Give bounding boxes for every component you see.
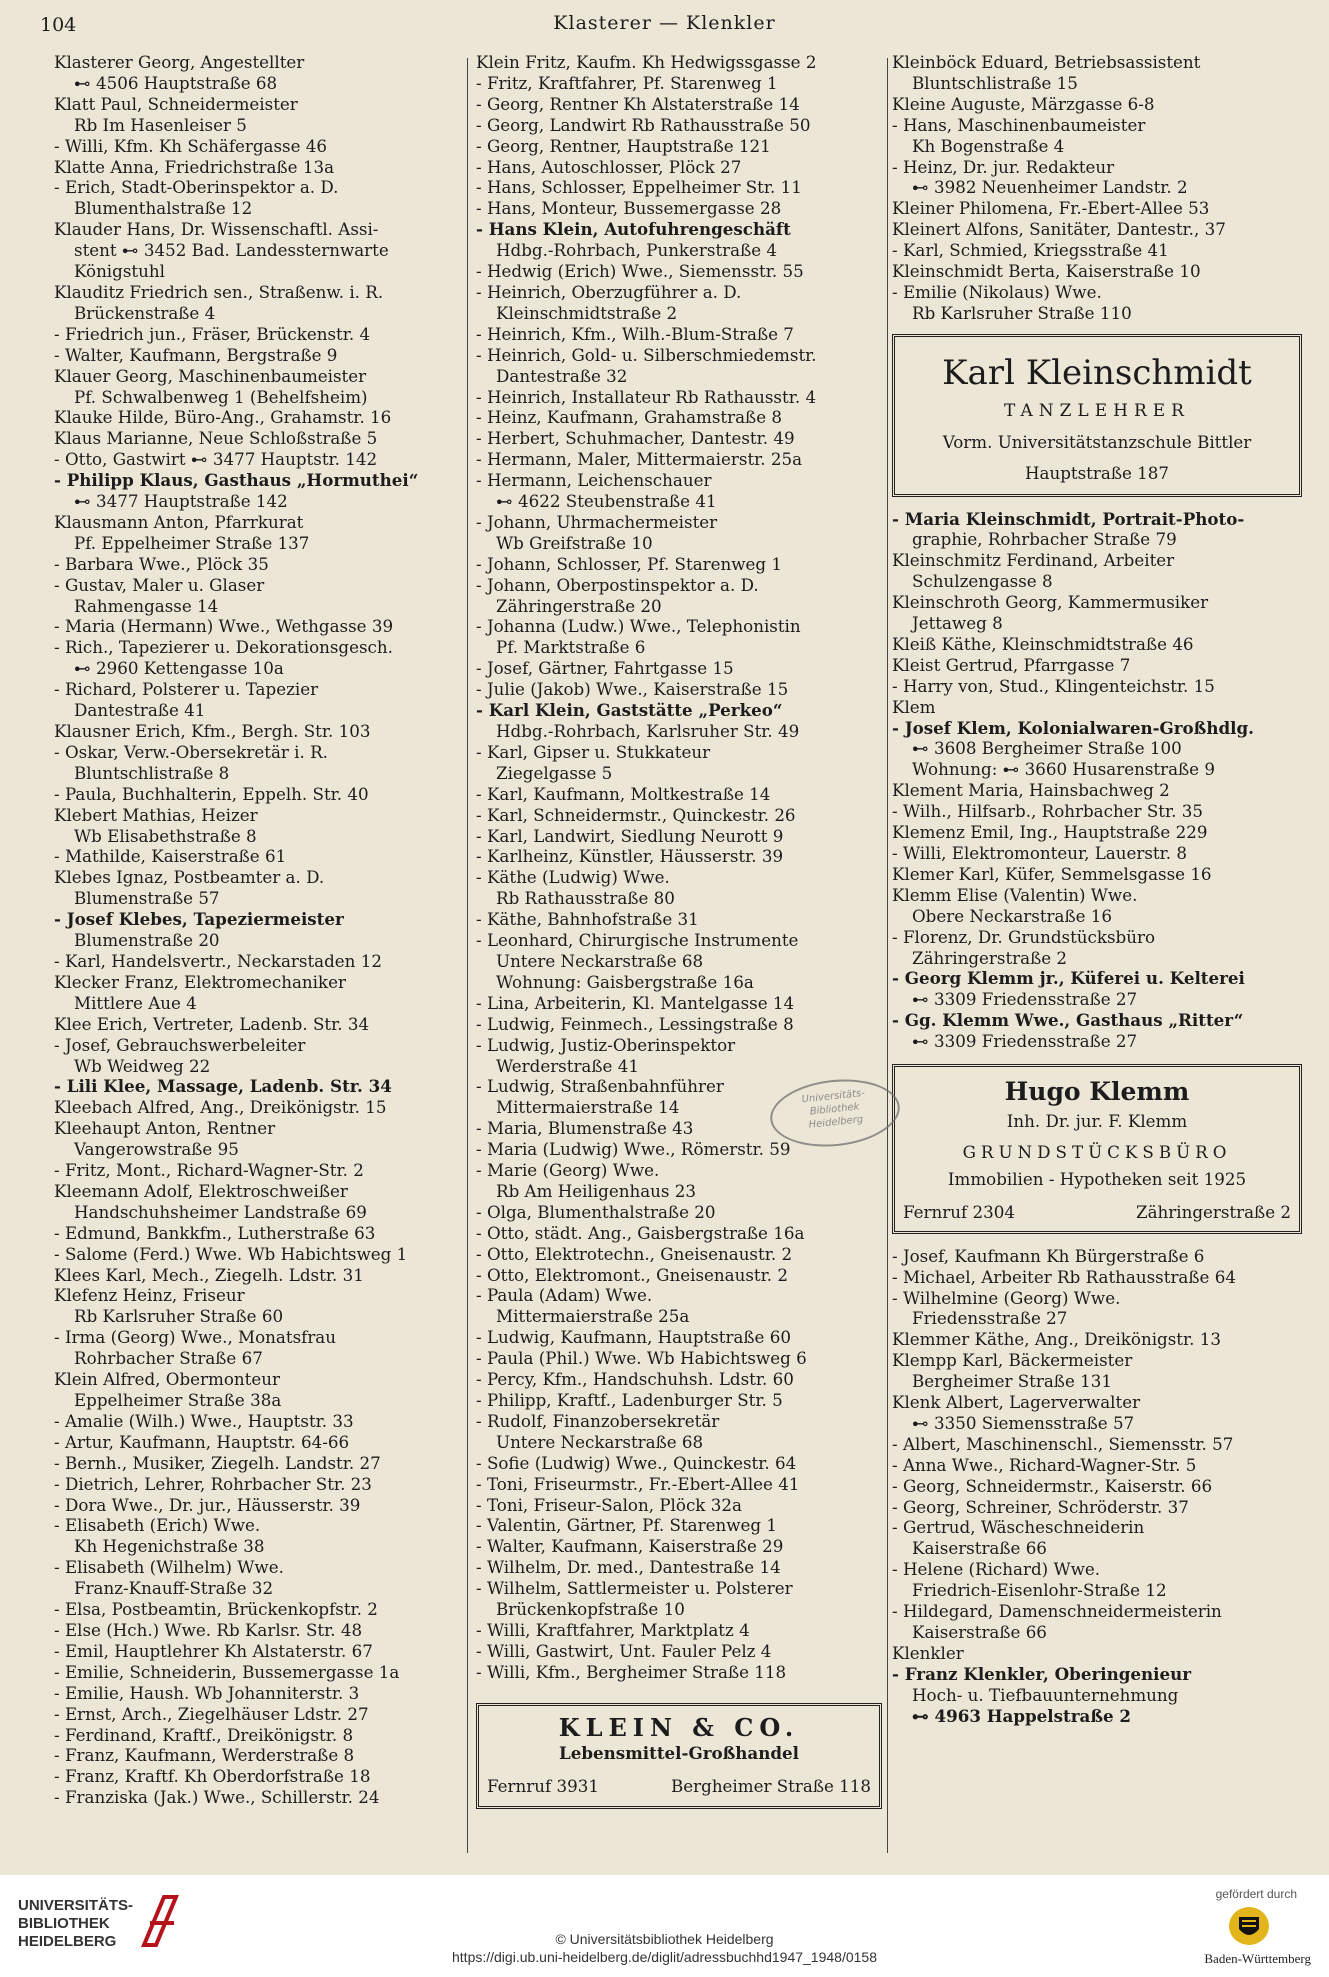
directory-entry: - Karl Klein, Gaststätte „Perkeo“ <box>476 700 783 721</box>
directory-entry: - Karl, Kaufmann, Moltkestraße 14 <box>476 783 771 804</box>
directory-entry: - Josef Klebes, Tapeziermeister <box>54 909 344 930</box>
directory-entry: - Richard, Polsterer u. Tapezier <box>54 679 319 700</box>
directory-entry: - Dora Wwe., Dr. jur., Häusserstr. 39 <box>54 1494 361 1515</box>
page-number: 104 <box>40 14 77 36</box>
directory-entry: - Hildegard, Damenschneidermeisterin <box>892 1601 1222 1622</box>
directory-entry: Mittermaierstraße 25a <box>496 1306 690 1327</box>
directory-entry: - Helene (Richard) Wwe. <box>892 1559 1101 1580</box>
directory-entry: Hoch- u. Tiefbauunternehmung <box>912 1684 1179 1705</box>
directory-entry: - Karlheinz, Künstler, Häusserstr. 39 <box>476 846 784 867</box>
directory-entry: Kleinböck Eduard, Betriebsassistent <box>892 52 1201 72</box>
directory-entry: - Ludwig, Kaufmann, Hauptstraße 60 <box>476 1327 791 1348</box>
directory-entry: Kaiserstraße 66 <box>912 1622 1047 1642</box>
directory-entry: stent ⊷ 3452 Bad. Landessternwarte <box>74 240 389 261</box>
directory-entry: Pf. Marktstraße 6 <box>496 637 646 658</box>
directory-entry: Klenkler <box>892 1642 964 1663</box>
directory-entry: Klempp Karl, Bäckermeister <box>892 1350 1133 1371</box>
library-name-line: HEIDELBERG <box>18 1933 117 1950</box>
directory-entry: Wohnung: ⊷ 3660 Husarenstraße 9 <box>912 759 1215 780</box>
directory-entry: - Herbert, Schuhmacher, Dantestr. 49 <box>476 428 795 449</box>
directory-entry: ⊷ 4963 Happelstraße 2 <box>912 1705 1132 1726</box>
directory-entry: Ziegelgasse 5 <box>496 762 613 783</box>
directory-entry: Zähringerstraße 2 <box>912 947 1068 968</box>
directory-entry: - Gertrud, Wäscheschneiderin <box>892 1517 1145 1538</box>
directory-entry: - Artur, Kaufmann, Hauptstr. 64-66 <box>54 1431 350 1452</box>
running-title: Klasterer — Klenkler <box>553 12 776 34</box>
directory-entry: - Else (Hch.) Wwe. Rb Karlsr. Str. 48 <box>54 1619 363 1640</box>
directory-entry: - Erich, Stadt-Oberinspektor a. D. <box>54 177 339 198</box>
directory-entry: Klemer Karl, Küfer, Semmelsgasse 16 <box>892 863 1212 884</box>
directory-entry: - Josef, Gebrauchswerbeleiter <box>54 1034 306 1055</box>
directory-entry: - Toni, Friseur-Salon, Plöck 32a <box>476 1494 742 1515</box>
directory-entry: - Ernst, Arch., Ziegelhäuser Ldstr. 27 <box>54 1703 369 1724</box>
directory-entry: Klatt Paul, Schneidermeister <box>54 93 298 114</box>
directory-entry: - Hans, Schlosser, Eppelheimer Str. 11 <box>476 177 802 198</box>
advert-business: Lebensmittel-Großhandel <box>558 1742 799 1763</box>
directory-entry: Rb Im Hasenleiser 5 <box>74 114 247 135</box>
directory-entry: - Elsa, Postbeamtin, Brückenkopfstr. 2 <box>54 1599 378 1620</box>
directory-entry: Klauder Hans, Dr. Wissenschaftl. Assi- <box>54 219 379 240</box>
directory-entry: Klauer Georg, Maschinenbaumeister <box>54 365 367 386</box>
directory-entry: - Marie (Georg) Wwe. <box>476 1160 660 1181</box>
directory-entry: Friedensstraße 27 <box>912 1308 1068 1329</box>
directory-entry: - Fritz, Kraftfahrer, Pf. Starenweg 1 <box>476 72 778 93</box>
directory-entry: - Maria Kleinschmidt, Portrait-Photo- <box>892 508 1245 529</box>
directory-entry: - Valentin, Gärtner, Pf. Starenweg 1 <box>476 1515 777 1536</box>
directory-entry: Klausmann Anton, Pfarrkurat <box>54 511 304 532</box>
directory-entry: Kleemann Adolf, Elektroschweißer <box>54 1180 348 1201</box>
directory-entry: Klebert Mathias, Heizer <box>54 804 258 825</box>
directory-entry: - Wilhelmine (Georg) Wwe. <box>892 1287 1121 1308</box>
directory-entry: - Georg Klemm jr., Küferei u. Kelterei <box>892 968 1245 989</box>
directory-entry: - Walter, Kaufmann, Bergstraße 9 <box>54 344 338 365</box>
advert-klemm <box>892 1064 1302 1234</box>
directory-entry: Hdbg.-Rohrbach, Punkerstraße 4 <box>496 240 778 261</box>
directory-entry: - Mathilde, Kaiserstraße 61 <box>54 846 287 867</box>
directory-entry: - Gustav, Maler u. Glaser <box>54 574 265 595</box>
directory-entry: Klatte Anna, Friedrichstraße 13a <box>54 156 335 177</box>
directory-entry: - Käthe (Ludwig) Wwe. <box>476 867 670 888</box>
directory-entry: - Emilie, Schneiderin, Bussemergasse 1a <box>54 1661 400 1682</box>
directory-entry: - Friedrich jun., Fräser, Brückenstr. 4 <box>54 323 371 344</box>
source-url[interactable]: https://digi.ub.uni-heidelberg.de/diglit/adressbuchhd1947_1948/0158 <box>452 1949 877 1965</box>
directory-entry: Kleinschmidt Berta, Kaiserstraße 10 <box>892 261 1201 282</box>
directory-entry: - Gg. Klemm Wwe., Gasthaus „Ritter“ <box>892 1010 1244 1031</box>
directory-entry: ⊷ 3309 Friedensstraße 27 <box>912 1031 1138 1052</box>
directory-entry: - Paula (Phil.) Wwe. Wb Habichtsweg 6 <box>476 1348 807 1369</box>
directory-entry: - Michael, Arbeiter Rb Rathausstraße 64 <box>892 1266 1236 1287</box>
directory-entry: - Johann, Oberpostinspektor a. D. <box>476 574 759 595</box>
directory-entry: - Edmund, Bankkfm., Lutherstraße 63 <box>54 1222 376 1243</box>
directory-entry: - Paula, Buchhalterin, Eppelh. Str. 40 <box>54 783 369 804</box>
directory-entry: - Maria (Hermann) Wwe., Wethgasse 39 <box>54 616 394 637</box>
directory-entry: - Franziska (Jak.) Wwe., Schillerstr. 24 <box>54 1787 380 1808</box>
directory-entry: Klemenz Emil, Ing., Hauptstraße 229 <box>892 822 1208 843</box>
directory-entry: Klemmer Käthe, Ang., Dreikönigstr. 13 <box>892 1329 1221 1350</box>
directory-entry: Klauke Hilde, Büro-Ang., Grahamstr. 16 <box>54 407 392 428</box>
directory-entry: - Johann, Uhrmachermeister <box>476 511 718 532</box>
directory-entry: - Fritz, Mont., Richard-Wagner-Str. 2 <box>54 1160 364 1181</box>
directory-entry: - Maria (Ludwig) Wwe., Römerstr. 59 <box>476 1139 791 1160</box>
directory-entry: - Oskar, Verw.-Obersekretär i. R. <box>54 741 328 762</box>
advert-title: KLEIN & CO. <box>558 1712 800 1742</box>
directory-entry: - Emilie (Nikolaus) Wwe. <box>892 281 1102 302</box>
advert-former: Vorm. Universitätstanzschule Bittler <box>942 431 1252 452</box>
advert-kleinschmidt <box>892 334 1302 497</box>
directory-entry: - Josef, Gärtner, Fahrtgasse 15 <box>476 658 734 679</box>
directory-entry: - Otto, Elektromont., Gneisenaustr. 2 <box>476 1264 788 1285</box>
advert-services: Immobilien - Hypotheken seit 1925 <box>947 1168 1247 1189</box>
entry-list <box>892 52 1302 324</box>
directory-entry: - Otto, städt. Ang., Gaisbergstraße 16a <box>476 1222 805 1243</box>
directory-entry: Kleiß Käthe, Kleinschmidtstraße 46 <box>892 633 1194 654</box>
directory-entry: - Philipp, Kraftf., Ladenburger Str. 5 <box>476 1390 783 1410</box>
directory-entry: - Ludwig, Straßenbahnführer <box>476 1076 724 1097</box>
directory-entry: Klaus Marianne, Neue Schloßstraße 5 <box>54 428 378 449</box>
directory-entry: Vangerowstraße 95 <box>74 1139 239 1160</box>
directory-entry: - Maria, Blumenstraße 43 <box>476 1118 694 1139</box>
directory-entry: Bluntschlistraße 15 <box>912 72 1078 93</box>
directory-entry: Kleinschmitz Ferdinand, Arbeiter <box>892 550 1175 571</box>
directory-entry: Klein Alfred, Obermonteur <box>54 1369 280 1390</box>
advert-address: Hauptstraße 187 <box>1024 462 1169 483</box>
advert-klein-co <box>476 1703 882 1810</box>
directory-entry: - Willi, Gastwirt, Unt. Fauler Pelz 4 <box>476 1640 772 1661</box>
entries-column-3 <box>892 52 1302 1727</box>
directory-entry: - Heinrich, Oberzugführer a. D. <box>476 281 742 302</box>
directory-entry: - Amalie (Wilh.) Wwe., Hauptstr. 33 <box>54 1410 354 1431</box>
directory-entry: Bluntschlistraße 8 <box>74 762 230 783</box>
directory-entry: Zähringerstraße 20 <box>496 595 662 616</box>
directory-entry: ⊷ 4622 Steubenstraße 41 <box>496 491 717 512</box>
directory-entry: Klement Maria, Hainsbachweg 2 <box>892 780 1170 801</box>
entry-list <box>892 1246 1302 1727</box>
directory-entry: ⊷ 2960 Kettengasse 10a <box>74 658 284 679</box>
directory-entry: Kleiner Philomena, Fr.-Ebert-Allee 53 <box>892 198 1210 219</box>
directory-entry: - Emil, Hauptlehrer Kh Alstaterstr. 67 <box>54 1640 373 1661</box>
directory-entry: - Walter, Kaufmann, Kaiserstraße 29 <box>476 1536 784 1557</box>
advert-owner: Inh. Dr. jur. F. Klemm <box>1006 1111 1188 1132</box>
directory-entry: - Elisabeth (Erich) Wwe. <box>54 1515 261 1536</box>
advert-title: Hugo Klemm <box>1004 1077 1190 1107</box>
directory-entry: - Hans Klein, Autofuhrengeschäft <box>476 219 791 240</box>
directory-entry: - Albert, Maschinenschl., Siemensstr. 57 <box>892 1433 1234 1454</box>
directory-entry: Klausner Erich, Kfm., Bergh. Str. 103 <box>54 721 371 741</box>
directory-entry: Werderstraße 41 <box>496 1055 639 1076</box>
directory-entry: - Hans, Monteur, Bussemergasse 28 <box>476 198 782 219</box>
advert-contact-row <box>903 1202 1291 1223</box>
directory-entry: Klecker Franz, Elektromechaniker <box>54 971 346 992</box>
advert-phone: Fernruf 3931 <box>487 1775 599 1796</box>
directory-entry: - Georg, Landwirt Rb Rathausstraße 50 <box>476 114 811 135</box>
directory-entry: Klenk Albert, Lagerverwalter <box>892 1392 1141 1413</box>
directory-entry: Kleine Auguste, Märzgasse 6-8 <box>892 93 1155 114</box>
advert-contact-row <box>487 1776 871 1797</box>
directory-entry: Rahmengasse 14 <box>74 595 219 616</box>
entries-column-2 <box>476 52 882 1815</box>
directory-entry: - Karl, Schneidermstr., Quinckestr. 26 <box>476 804 796 825</box>
sponsor-label: gefördert durch <box>1215 1887 1297 1901</box>
directory-entry: graphie, Rohrbacher Straße 79 <box>912 529 1177 550</box>
directory-entry: ⊷ 3982 Neuenheimer Landstr. 2 <box>912 177 1188 198</box>
directory-entry: - Salome (Ferd.) Wwe. Wb Habichtsweg 1 <box>54 1243 408 1264</box>
directory-entry: Wb Elisabethstraße 8 <box>74 825 257 846</box>
directory-entry: - Olga, Blumenthalstraße 20 <box>476 1201 716 1222</box>
directory-entry: - Hans, Maschinenbaumeister <box>892 114 1146 135</box>
directory-entry: - Heinrich, Installateur Rb Rathausstr. 4 <box>476 386 817 407</box>
directory-entry: Brückenstraße 4 <box>74 302 216 323</box>
directory-entry: Handschuhsheimer Landstraße 69 <box>74 1201 367 1222</box>
directory-entry: - Karl, Handelsvertr., Neckarstaden 12 <box>54 950 382 971</box>
directory-entry: - Hermann, Leichenschauer <box>476 470 712 491</box>
directory-entry: - Ludwig, Feinmech., Lessingstraße 8 <box>476 1013 794 1034</box>
directory-entry: - Willi, Kfm. Kh Schäfergasse 46 <box>54 135 328 156</box>
directory-entry: - Julie (Jakob) Wwe., Kaiserstraße 15 <box>476 679 789 700</box>
directory-entry: Rb Karlsruher Straße 110 <box>912 302 1132 323</box>
directory-entry: - Harry von, Stud., Klingenteichstr. 15 <box>892 675 1215 696</box>
directory-entry: Klein Fritz, Kaufm. Kh Hedwigssgasse 2 <box>476 52 817 72</box>
directory-entry: - Heinz, Kaufmann, Grahamstraße 8 <box>476 407 782 428</box>
directory-entry: - Johanna (Ludw.) Wwe., Telephonistin <box>476 616 801 637</box>
directory-entry: - Georg, Schreiner, Schröderstr. 37 <box>892 1496 1189 1517</box>
directory-entry: - Wilh., Hilfsarb., Rohrbacher Str. 35 <box>892 801 1203 822</box>
directory-entry: Schulzengasse 8 <box>912 571 1053 592</box>
directory-entry: - Willi, Kraftfahrer, Marktplatz 4 <box>476 1619 750 1640</box>
directory-entry: Klemm Elise (Valentin) Wwe. <box>892 884 1138 905</box>
directory-entry: Blumenthalstraße 12 <box>74 198 253 219</box>
directory-entry: Kh Bogenstraße 4 <box>912 135 1065 156</box>
directory-entry: - Paula (Adam) Wwe. <box>476 1285 653 1306</box>
directory-entry: Untere Neckarstraße 68 <box>496 950 704 971</box>
directory-entry: - Hedwig (Erich) Wwe., Siemensstr. 55 <box>476 261 804 282</box>
directory-entry: Pf. Eppelheimer Straße 137 <box>74 532 310 553</box>
directory-entry: Klem <box>892 696 936 717</box>
directory-entry: - Georg, Rentner Kh Alstaterstraße 14 <box>476 93 800 114</box>
directory-entry: Kleehaupt Anton, Rentner <box>54 1118 276 1139</box>
directory-entry: - Lili Klee, Massage, Ladenb. Str. 34 <box>54 1076 392 1097</box>
directory-entry: - Rich., Tapezierer u. Dekorationsgesch. <box>54 637 393 658</box>
advert-profession: TANZLEHRER <box>1004 400 1190 421</box>
directory-entry: Untere Neckarstraße 68 <box>496 1431 704 1452</box>
directory-entry: Klees Karl, Mech., Ziegelh. Ldstr. 31 <box>54 1264 364 1285</box>
directory-entry: - Willi, Elektromonteur, Lauerstr. 8 <box>892 843 1187 863</box>
directory-entry: - Karl, Landwirt, Siedlung Neurott 9 <box>476 825 784 846</box>
directory-entry: - Heinrich, Gold- u. Silberschmiedemstr. <box>476 344 817 365</box>
directory-entry: - Otto, Gastwirt ⊷ 3477 Hauptstr. 142 <box>54 449 378 470</box>
stamp-line: Universitäts- <box>801 1087 866 1106</box>
directory-entry: - Florenz, Dr. Grundstücksbüro <box>892 926 1156 947</box>
advert-phone: Fernruf 2304 <box>903 1201 1015 1222</box>
directory-entry: Brückenkopfstraße 10 <box>496 1599 685 1620</box>
directory-entry: - Emilie, Haush. Wb Johanniterstr. 3 <box>54 1682 360 1703</box>
state-crest-icon <box>1227 1905 1271 1947</box>
directory-entry: - Franz Klenkler, Oberingenieur <box>892 1663 1192 1684</box>
advert-business: GRUNDSTÜCKSBÜRO <box>962 1141 1232 1162</box>
directory-entry: - Ferdinand, Kraftf., Dreikönigstr. 8 <box>54 1724 354 1745</box>
directory-entry: - Hermann, Maler, Mittermaierstr. 25a <box>476 449 803 470</box>
advert-address: Zähringerstraße 2 <box>1135 1201 1291 1222</box>
sponsor-name: Baden-Württemberg <box>1204 1951 1311 1966</box>
directory-entry: - Franz, Kaufmann, Werderstraße 8 <box>54 1745 355 1766</box>
directory-entry: - Karl, Gipser u. Stukkateur <box>476 741 711 762</box>
directory-entry: Rb Rathausstraße 80 <box>496 888 675 909</box>
directory-entry: - Percy, Kfm., Handschuhsh. Ldstr. 60 <box>476 1369 794 1390</box>
directory-entry: Kh Hegenichstraße 38 <box>74 1536 265 1557</box>
directory-entry: - Georg, Rentner, Hauptstraße 121 <box>476 135 771 156</box>
directory-entry: Kleinert Alfons, Sanitäter, Dantestr., 37 <box>892 219 1226 240</box>
directory-entry: Blumenstraße 57 <box>74 888 220 909</box>
directory-entry: Klefenz Heinz, Friseur <box>54 1285 245 1306</box>
directory-entry: Rb Karlsruher Straße 60 <box>74 1306 284 1327</box>
directory-entry: - Sofie (Ludwig) Wwe., Quinckestr. 64 <box>476 1452 797 1473</box>
directory-entry: Kaiserstraße 66 <box>912 1538 1047 1559</box>
entries-column-1 <box>54 52 456 1808</box>
footer-bar <box>0 1875 1329 1977</box>
directory-entry: ⊷ 3477 Hauptstraße 142 <box>74 491 288 512</box>
directory-entry: Pf. Schwalbenweg 1 (Behelfsheim) <box>74 386 368 407</box>
directory-entry: - Irma (Georg) Wwe., Monatsfrau <box>54 1327 337 1348</box>
directory-entry: Dantestraße 41 <box>74 700 206 721</box>
directory-entry: ⊷ 4506 Hauptstraße 68 <box>74 72 278 93</box>
directory-entry: - Dietrich, Lehrer, Rohrbacher Str. 23 <box>54 1473 372 1494</box>
directory-entry: Rohrbacher Straße 67 <box>74 1348 263 1369</box>
directory-entry: Kleist Gertrud, Pfarrgasse 7 <box>892 654 1131 675</box>
directory-entry: Friedrich-Eisenlohr-Straße 12 <box>912 1580 1167 1601</box>
column-rule <box>887 58 888 1853</box>
column-rule <box>467 58 468 1853</box>
library-name-line: UNIVERSITÄTS- <box>18 1897 134 1914</box>
directory-entry: - Anna Wwe., Richard-Wagner-Str. 5 <box>892 1454 1197 1475</box>
directory-entry: Klee Erich, Vertreter, Ladenb. Str. 34 <box>54 1013 370 1034</box>
directory-entry: - Toni, Friseurmstr., Fr.-Ebert-Allee 41 <box>476 1473 800 1494</box>
directory-entry: Klebes Ignaz, Postbeamter a. D. <box>54 867 325 888</box>
directory-entry: - Heinz, Dr. jur. Redakteur <box>892 156 1115 177</box>
directory-entry: Obere Neckarstraße 16 <box>912 905 1113 926</box>
directory-entry: Kleinschmidtstraße 2 <box>496 302 678 323</box>
directory-entry: - Leonhard, Chirurgische Instrumente <box>476 930 799 951</box>
directory-entry: Dantestraße 32 <box>496 365 628 386</box>
directory-entry: - Rudolf, Finanzobersekretär <box>476 1410 720 1431</box>
directory-entry: Königstuhl <box>74 261 165 282</box>
entry-list <box>54 52 456 1808</box>
directory-entry: - Bernh., Musiker, Ziegelh. Landstr. 27 <box>54 1452 381 1473</box>
directory-entry: - Josef Klem, Kolonialwaren-Großhdlg. <box>892 717 1254 738</box>
directory-entry: - Otto, Elektrotechn., Gneisenaustr. 2 <box>476 1243 793 1264</box>
directory-entry: Rb Am Heiligenhaus 23 <box>496 1180 697 1201</box>
directory-entry: - Käthe, Bahnhofstraße 31 <box>476 909 699 930</box>
entry-list <box>476 52 882 1683</box>
directory-entry: - Wilhelm, Sattlermeister u. Polsterer <box>476 1578 793 1599</box>
directory-entry: Mittermaierstraße 14 <box>496 1097 680 1118</box>
directory-entry: - Wilhelm, Dr. med., Dantestraße 14 <box>476 1557 781 1578</box>
directory-entry: - Franz, Kraftf. Kh Oberdorfstraße 18 <box>54 1766 371 1787</box>
entry-list <box>892 509 1302 1053</box>
directory-entry: Mittlere Aue 4 <box>74 992 197 1013</box>
directory-entry: Jettaweg 8 <box>912 613 1003 634</box>
directory-entry: ⊷ 3608 Bergheimer Straße 100 <box>912 738 1182 759</box>
directory-entry: - Heinrich, Kfm., Wilh.-Blum-Straße 7 <box>476 323 794 344</box>
directory-entry: Kleinschroth Georg, Kammermusiker <box>892 592 1209 613</box>
stamp-line: Bibliothek <box>809 1101 861 1118</box>
directory-entry: Blumenstraße 20 <box>74 930 220 951</box>
directory-entry: Klasterer Georg, Angestellter <box>54 52 305 72</box>
directory-entry: Hdbg.-Rohrbach, Karlsruher Str. 49 <box>496 721 800 741</box>
directory-entry: ⊷ 3309 Friedensstraße 27 <box>912 989 1138 1010</box>
directory-entry: Klauditz Friedrich sen., Straßenw. i. R. <box>54 281 384 302</box>
directory-entry: - Hans, Autoschlosser, Plöck 27 <box>476 156 742 177</box>
library-name-line: BIBLIOTHEK <box>18 1915 110 1932</box>
directory-entry: Bergheimer Straße 131 <box>912 1371 1112 1392</box>
directory-entry: - Georg, Schneidermstr., Kaiserstr. 66 <box>892 1475 1213 1496</box>
directory-entry: - Josef, Kaufmann Kh Bürgerstraße 6 <box>892 1245 1205 1266</box>
stamp-line: Heidelberg <box>808 1114 864 1131</box>
directory-entry: - Ludwig, Justiz-Oberinspektor <box>476 1034 736 1055</box>
directory-entry: Kleebach Alfred, Ang., Dreikönigstr. 15 <box>54 1097 387 1118</box>
directory-entry: - Lina, Arbeiterin, Kl. Mantelgasse 14 <box>476 992 795 1013</box>
directory-entry: - Karl, Schmied, Kriegsstraße 41 <box>892 240 1169 261</box>
directory-entry: Wb Weidweg 22 <box>74 1055 211 1076</box>
directory-entry: - Philipp Klaus, Gasthaus „Hormuthei“ <box>54 470 419 491</box>
directory-entry: Wohnung: Gaisbergstraße 16a <box>496 971 754 992</box>
directory-entry: Eppelheimer Straße 38a <box>74 1390 282 1410</box>
directory-entry: - Willi, Kfm., Bergheimer Straße 118 <box>476 1661 787 1682</box>
directory-entry: Wb Greifstraße 10 <box>496 532 653 553</box>
directory-entry: - Johann, Schlosser, Pf. Starenweg 1 <box>476 553 783 574</box>
directory-entry: ⊷ 3350 Siemensstraße 57 <box>912 1412 1135 1433</box>
directory-entry: Franz-Knauff-Straße 32 <box>74 1578 274 1599</box>
advert-address: Bergheimer Straße 118 <box>671 1775 871 1796</box>
copyright-text: © Universitätsbibliothek Heidelberg <box>555 1931 774 1947</box>
directory-entry: - Barbara Wwe., Plöck 35 <box>54 553 269 574</box>
directory-entry: - Elisabeth (Wilhelm) Wwe. <box>54 1557 284 1578</box>
advert-title: Karl Kleinschmidt <box>942 352 1252 393</box>
